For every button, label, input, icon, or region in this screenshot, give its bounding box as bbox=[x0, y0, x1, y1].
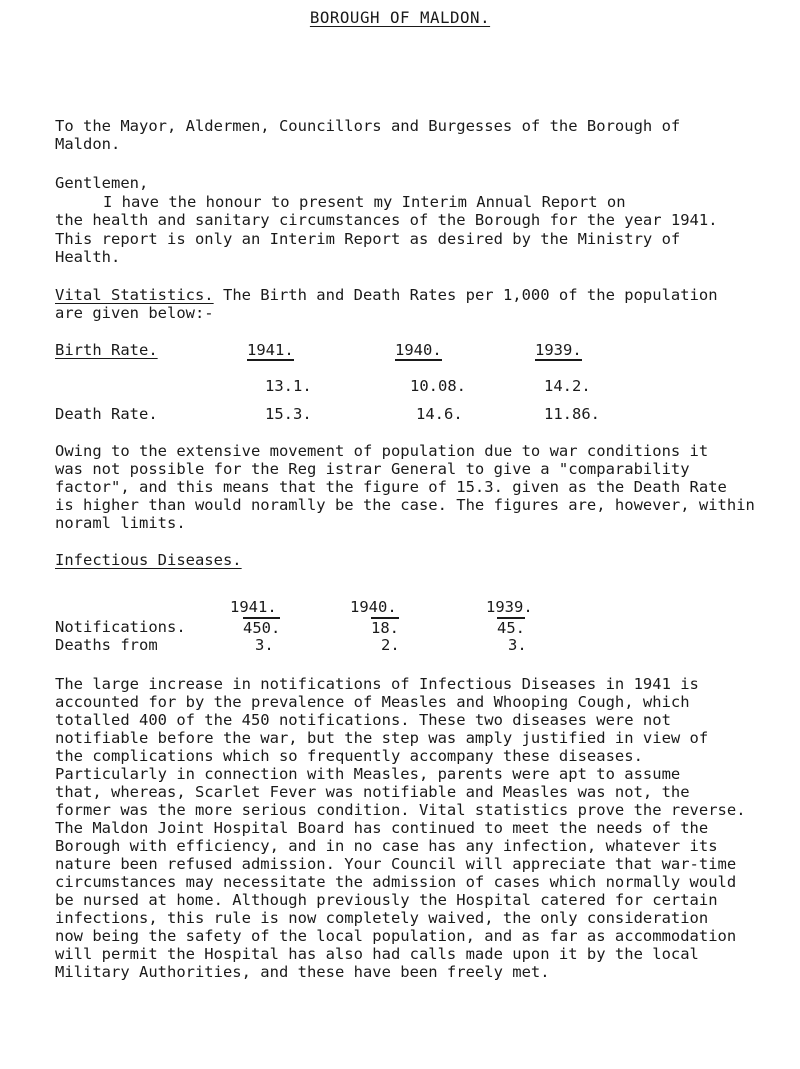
address-line-1: To the Mayor, Aldermen, Councillors and Burgesses of the Borough of bbox=[55, 117, 681, 135]
intro-line-4: Health. bbox=[55, 248, 121, 266]
increase-line-14: infections, this rule is now completely waived, the only consideration bbox=[55, 909, 709, 927]
increase-line-16: will permit the Hospital has also had calls made upon it by the local bbox=[55, 945, 699, 963]
infectious-year-1940: 1940. bbox=[350, 598, 397, 616]
deaths-from-label: Deaths from bbox=[55, 636, 158, 654]
increase-line-9: The Maldon Joint Hospital Board has continued to meet the needs of the bbox=[55, 819, 709, 837]
birth-rate-label bbox=[55, 340, 158, 360]
birth-rate-1940: 10.08. bbox=[410, 377, 466, 395]
death-rate-label: Death Rate. bbox=[55, 405, 158, 423]
increase-line-12: circumstances may necessitate the admission of cases which normally would bbox=[55, 873, 737, 891]
birth-rate-label-text: Birth Rate. bbox=[55, 341, 158, 359]
death-rate-1939: 11.86. bbox=[544, 405, 600, 423]
death-rate-1940: 14.6. bbox=[416, 405, 463, 423]
death-rate-1941: 15.3. bbox=[265, 405, 312, 423]
notifications-1939-text: 45. bbox=[497, 619, 525, 637]
rates-year-1941 bbox=[247, 340, 294, 361]
intro-line-2: the health and sanitary circumstances of the Borough for the year 1941. bbox=[55, 211, 718, 229]
owing-line-5: noraml limits. bbox=[55, 514, 186, 532]
vital-statistics-line-2: are given below:- bbox=[55, 304, 214, 322]
infectious-year-1941: 1941. bbox=[230, 598, 277, 616]
intro-line-1: I have the honour to present my Interim Annual Report on bbox=[103, 193, 626, 211]
increase-line-7: that, whereas, Scarlet Fever was notifiable and Measles was not, the bbox=[55, 783, 690, 801]
rates-year-1941-text: 1941. bbox=[247, 341, 294, 359]
rates-year-1940-text: 1940. bbox=[395, 341, 442, 359]
birth-rate-1939: 14.2. bbox=[544, 377, 591, 395]
infectious-diseases-heading-text: Infectious Diseases. bbox=[55, 551, 242, 569]
infectious-diseases-heading bbox=[55, 550, 242, 570]
vital-statistics-heading: Vital Statistics. bbox=[55, 286, 214, 304]
birth-rate-1941: 13.1. bbox=[265, 377, 312, 395]
rates-year-1940 bbox=[395, 340, 442, 361]
vital-statistics-text: The Birth and Death Rates per 1,000 of the population bbox=[222, 286, 718, 304]
deaths-1941: 3. bbox=[255, 636, 274, 654]
rates-year-1939-text: 1939. bbox=[535, 341, 582, 359]
notifications-label: Notifications. bbox=[55, 618, 186, 636]
increase-line-10: Borough with efficiency, and in no case has any infection, whatever its bbox=[55, 837, 718, 855]
notifications-1940-text: 18. bbox=[371, 619, 399, 637]
owing-line-1: Owing to the extensive movement of population due to war conditions it bbox=[55, 442, 709, 460]
vital-statistics-line-1 bbox=[55, 285, 718, 305]
increase-line-1: The large increase in notifications of Infectious Diseases in 1941 is bbox=[55, 675, 699, 693]
page-title bbox=[0, 8, 800, 28]
increase-line-11: nature been refused admission. Your Council will appreciate that war-time bbox=[55, 855, 737, 873]
owing-line-4: is higher than would noramlly be the case. The figures are, however, within bbox=[55, 496, 755, 514]
increase-line-6: Particularly in connection with Measles, parents were apt to assume bbox=[55, 765, 681, 783]
infectious-year-1939: 1939. bbox=[486, 598, 533, 616]
title-text: BOROUGH OF MALDON. bbox=[309, 8, 491, 27]
rates-year-1939 bbox=[535, 340, 582, 361]
salutation: Gentlemen, bbox=[55, 174, 149, 192]
owing-line-3: factor", and this means that the figure of 15.3. given as the Death Rate bbox=[55, 478, 727, 496]
increase-line-15: now being the safety of the local population, and as far as accommodation bbox=[55, 927, 737, 945]
increase-line-13: be nursed at home. Although previously the Hospital catered for certain bbox=[55, 891, 718, 909]
address-line-2: Maldon. bbox=[55, 135, 121, 153]
intro-line-3: This report is only an Interim Report as desired by the Ministry of bbox=[55, 230, 681, 248]
increase-line-17: Military Authorities, and these have been freely met. bbox=[55, 963, 550, 981]
increase-line-8: former was the more serious condition. Vital statistics prove the reverse. bbox=[55, 801, 746, 819]
deaths-1939: 3. bbox=[508, 636, 527, 654]
owing-line-2: was not possible for the Reg istrar General to give a "comparability bbox=[55, 460, 690, 478]
notifications-1941-text: 450. bbox=[243, 619, 281, 637]
deaths-1940: 2. bbox=[381, 636, 400, 654]
increase-line-5: the complications which so frequently accompany these diseases. bbox=[55, 747, 643, 765]
increase-line-4: notifiable before the war, but the step was amply justified in view of bbox=[55, 729, 709, 747]
increase-line-3: totalled 400 of the 450 notifications. These two diseases were not bbox=[55, 711, 671, 729]
increase-line-2: accounted for by the prevalence of Measles and Whooping Cough, which bbox=[55, 693, 690, 711]
